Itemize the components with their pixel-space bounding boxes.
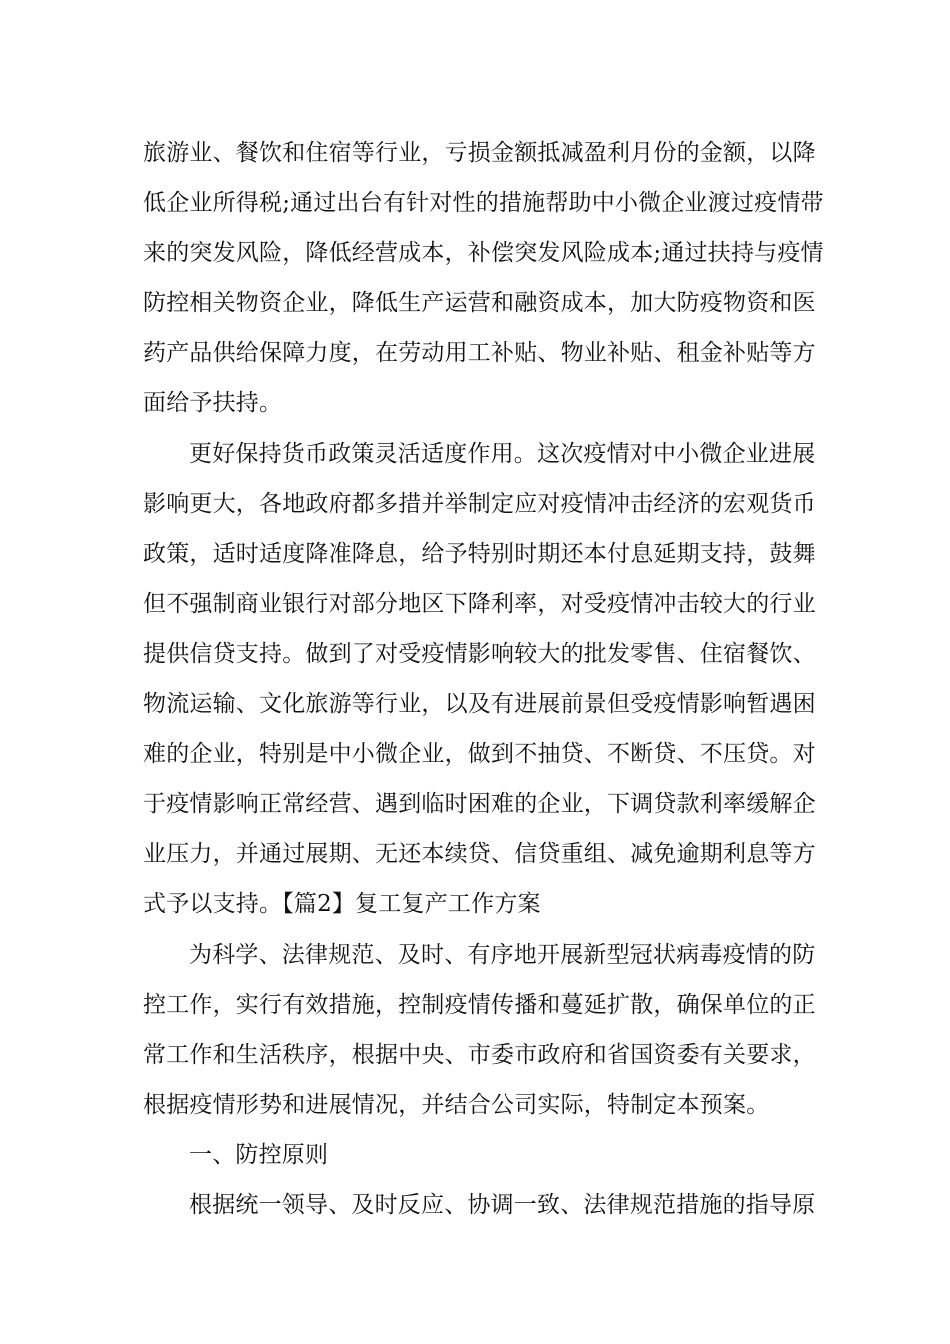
text-line: 根据疫情形势和进展情况，并结合公司实际，特制定本预案。 <box>143 1091 770 1118</box>
paragraph-start-line: 更好保持货币政策灵活适度作用。这次疫情对中小微企业进展 <box>189 440 816 467</box>
text-line: 式予以支持。【篇2】复工复产工作方案 <box>143 891 541 918</box>
text-line: 难的企业，特别是中小微企业，做到不抽贷、不断贷、不压贷。对 <box>143 741 816 768</box>
paragraph-start-line: 根据统一领导、及时反应、协调一致、法律规范措施的指导原 <box>189 1191 816 1218</box>
text-line: 药产品供给保障力度，在劳动用工补贴、物业补贴、租金补贴等方 <box>143 340 816 367</box>
text-line: 物流运输、文化旅游等行业，以及有进展前景但受疫情影响暂遇困 <box>143 691 816 718</box>
document-body <box>143 128 824 1230</box>
text-line: 防控相关物资企业，降低生产运营和融资成本，加大防疫物资和医 <box>143 290 816 317</box>
text-line: 但不强制商业银行对部分地区下降利率，对受疫情冲击较大的行业 <box>143 590 816 617</box>
text-line: 影响更大，各地政府都多措并举制定应对疫情冲击经济的宏观货币 <box>143 490 816 517</box>
paragraph-start-line: 为科学、法律规范、及时、有序地开展新型冠状病毒疫情的防 <box>189 941 816 968</box>
text-line: 于疫情影响正常经营、遇到临时困难的企业，下调贷款利率缓解企 <box>143 791 816 818</box>
text-line: 旅游业、餐饮和住宿等行业，亏损金额抵减盈利月份的金额，以降 <box>143 140 816 166</box>
text-line: 政策，适时适度降准降息，给予特别时期还本付息延期支持，鼓舞 <box>143 540 816 567</box>
text-line: 低企业所得税;通过出台有针对性的措施帮助中小微企业渡过疫情带 <box>143 190 824 217</box>
text-line: 业压力，并通过展期、无还本续贷、信贷重组、减免逾期利息等方 <box>143 841 816 868</box>
text-line: 常工作和生活秩序，根据中央、市委市政府和省国资委有关要求， <box>143 1041 816 1068</box>
text-line: 面给予扶持。 <box>143 390 283 417</box>
text-line: 提供信贷支持。做到了对受疫情影响较大的批发零售、住宿餐饮、 <box>143 640 816 667</box>
text-line: 控工作，实行有效措施，控制疫情传播和蔓延扩散，确保单位的正 <box>143 991 816 1018</box>
text-line: 来的突发风险，降低经营成本，补偿突发风险成本;通过扶持与疫情 <box>143 240 824 267</box>
section-heading: 一、防控原则 <box>189 1141 329 1168</box>
